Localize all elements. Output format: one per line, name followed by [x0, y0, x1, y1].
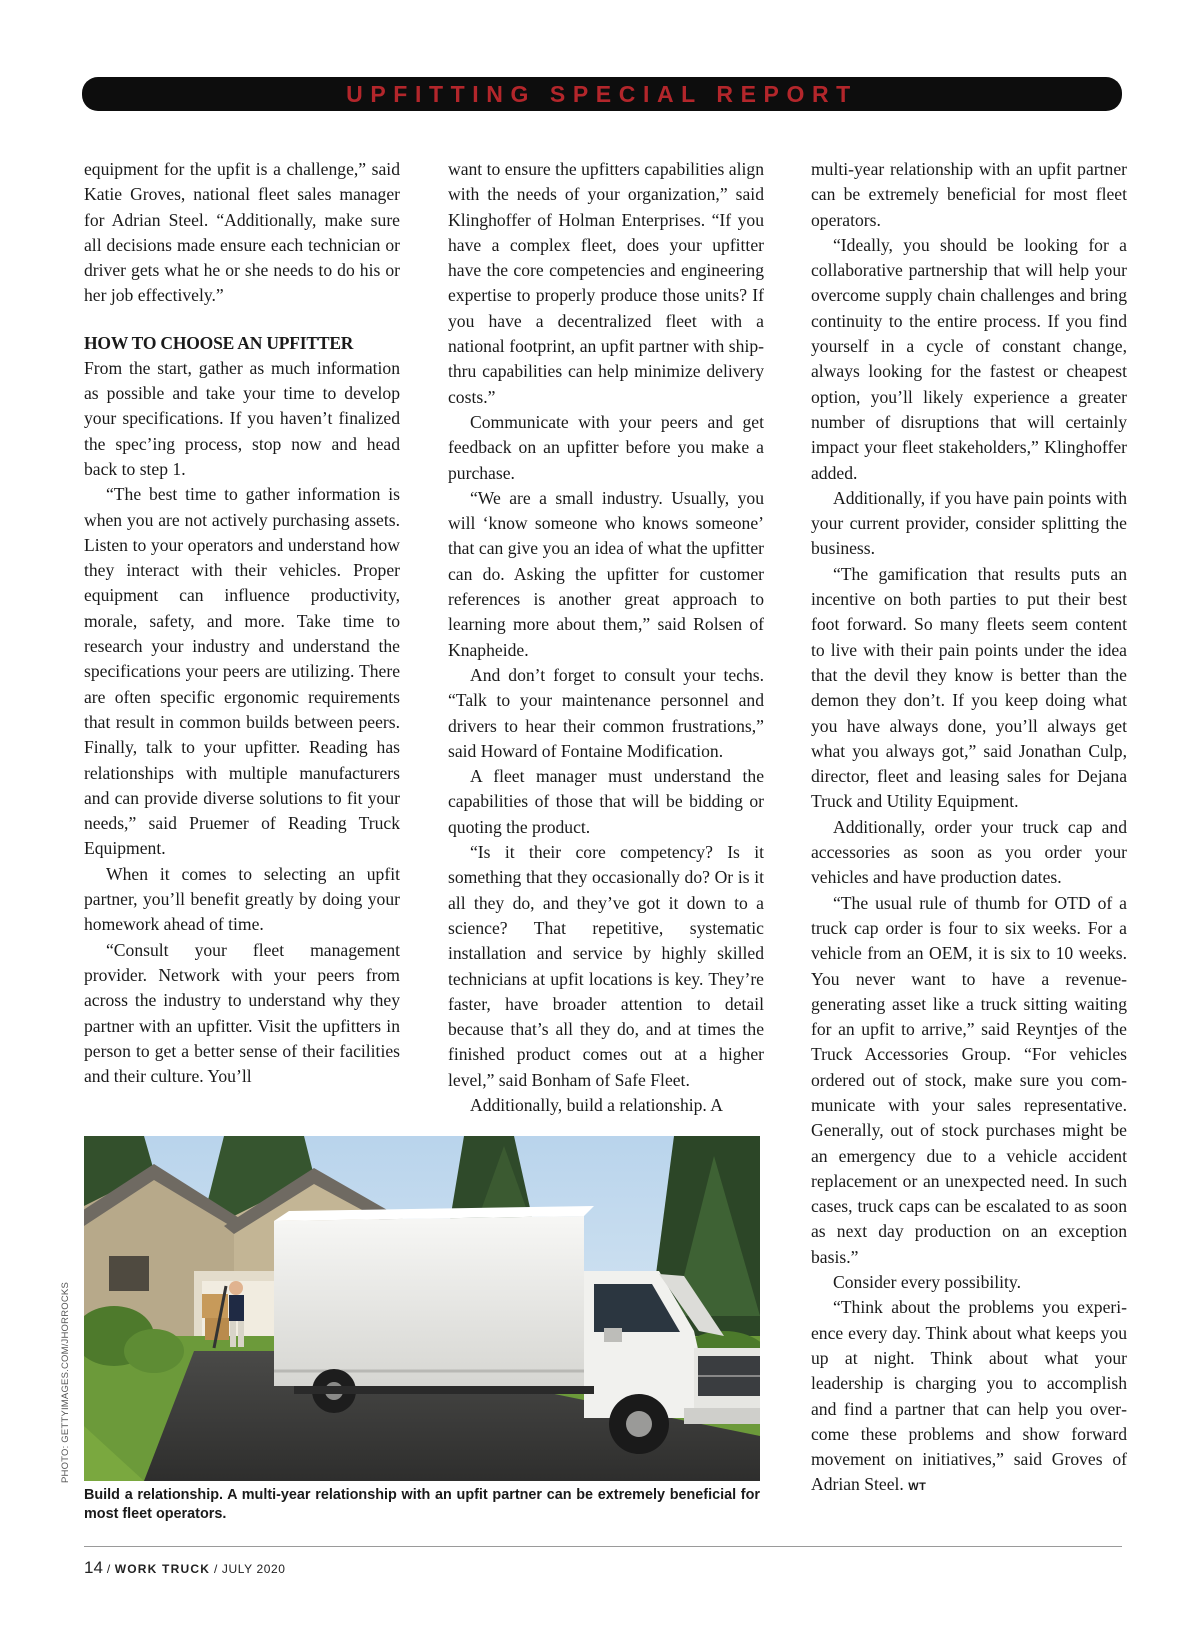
paragraph: “The best time to gather information is when you are not actively purchasing assets. Listen to your operators and understand how they interact with their vehicles. Proper equipment can influence productivity, morale, safety, and more. Take time to research your industry and understand the specifications your peers are utilizing. There are often specific ergonomic requirements that result in common builds between peers. Finally, talk to your upfitter. Reading has relationships with multiple manufacturers and can provide diverse solutions to fit your needs,” said Pruemer of Reading Truck Equipment.	[84, 484, 400, 859]
paragraph: want to ensure the upfitters capabilities align with the needs of your organization,” said Klinghoffer of Holman Enterprises. “If you have a complex fleet, does your upfitter have the core competencies and engineering expertise to properly produce those units? If you have a decentralized fleet with a national footprint, an upfit partner with ship-thru capabilities can help minimize delivery costs.”	[448, 159, 764, 407]
page-number: 14	[84, 1558, 103, 1577]
footer-separator: /	[102, 1562, 115, 1576]
paragraph: multi-year relationship with an upfit partner can be extremely beneficial for most fleet operators.	[811, 159, 1127, 230]
truck-photo-illustration	[84, 1136, 760, 1481]
paragraph: “Ideally, you should be looking for a collaborative partnership that will help your overcome supply chain challenges and bring continuity to the entire process. If you find yourself in a cycle of constant change, always looking for the fastest or cheapest option, you’ll likely experience a greater number of disruptions that will certainly impact your fleet stakeholders,” Klinghoffer added.	[811, 234, 1127, 483]
paragraph: equipment for the upfit is a challenge,” said Katie Groves, national fleet sales manager for Adrian Steel. “Additionally, make sure all decisions made ensure each technician or driver gets what he or she needs to do his or her job effectively.”	[84, 159, 400, 306]
footer-separator: /	[210, 1562, 222, 1576]
section-subhead: HOW TO CHOOSE AN UPFITTER	[84, 332, 354, 353]
article-photo	[84, 1136, 760, 1481]
paragraph: From the start, gather as much information as possible and take your time to develop your specifications. If you haven’t finalized the spec’ing process, stop now and head back to step 1.	[84, 357, 400, 479]
photo-credit: PHOTO: GETTYIMAGES.COM/JHORROCKS	[60, 1282, 71, 1483]
magazine-name: WORK TRUCK	[114, 1562, 211, 1576]
paragraph-final	[811, 1295, 1127, 1500]
paragraph: Additionally, if you have pain points with your current provider, consider splitting the business.	[811, 487, 1127, 559]
photo-caption: Build a relationship. A multi-year relationship with an upfit partner can be extremely beneficial for most fleet operators.	[84, 1487, 760, 1522]
end-mark: WT	[908, 1481, 927, 1494]
footer-divider	[84, 1546, 1122, 1547]
section-banner-title: UPFITTING SPECIAL REPORT	[346, 81, 858, 107]
article-column-2	[448, 157, 764, 1118]
paragraph: When it comes to selecting an upfit partner, you’ll benefit greatly by doing your homework ahead of time.	[84, 863, 400, 935]
issue-date: JULY 2020	[221, 1562, 286, 1576]
paragraph: Additionally, build a relationship. A	[470, 1094, 723, 1115]
paragraph: A fleet manager must understand the capabilities of those that will be bidding or quoting the product.	[448, 766, 764, 837]
paragraph: Communicate with your peers and get feedback on an upfitter before you make a purchase.	[448, 411, 764, 483]
section-banner	[82, 77, 1122, 111]
paragraph: “Consult your fleet management provider. Network with your peers from across the industry to understand why they partner with an upfitter. Visit the upfitters in person to get a better sense of their facilities and their culture. You’ll	[84, 939, 400, 1087]
paragraph: “We are a small industry. Usually, you will ‘know someone who knows someone’ that can give you an idea of what the upfitter can do. Asking the upfitter for customer references is another great approach to learning more about them,” said Rolsen of Knapheide.	[448, 487, 764, 660]
paragraph: “Is it their core competency? Is it something that they occasionally do? Or is it all they do, and they’ve got it down to a science? That repetitive, systematic installation and service by highly skilled technicians at upfit locations is key. They’re faster, have broader attention to detail because that’s all they do, and at times the finished product comes out at a higher level,” said Bonham of Safe Fleet.	[448, 842, 764, 1090]
article-column-1	[84, 157, 400, 1089]
paragraph: “The usual rule of thumb for OTD of a truck cap order is four to six weeks. For a vehicle from an OEM, it is six to 10 weeks. You never want to have a revenue-generating asset like a truck sitting waiting for an upfit to arrive,” said Reyntjes of the Truck Accessories Group. “For vehicles ordered out of stock, make sure you communicate with your sales representative. Generally, out of stock purchases might be an emergency due to a vehicle accident replacement or an unexpected need. In such cases, truck caps can be escalated to as soon as next day production on an exception basis.”	[811, 892, 1127, 1267]
page-footer	[84, 1558, 286, 1578]
article-column-3	[811, 157, 1127, 1501]
paragraph: Additionally, order your truck cap and accessories as soon as you order your vehicles and have production dates.	[811, 816, 1127, 888]
paragraph: “The gamification that results puts an incentive on both parties to put their best foot forward. So many fleets seem content to live with their pain points under the idea that the devil they know is better than the demon they don’t. If you keep doing what you have always done, you’ll always get what you always got,” said Jonathan Culp, director, fleet and leasing sales for Dejana Truck and Utility Equipment.	[811, 563, 1127, 812]
paragraph-text: “Think about the problems you experience every day. Think about what keeps you up at night. Think about what your leadership is charging you to accomplish and find a partner that can help you overcome these problems and show forward movement on initiatives,” said Groves of Adrian Steel.	[811, 1297, 1127, 1495]
paragraph: And don’t forget to consult your techs. “Talk to your maintenance personnel and drivers to hear their common frustrations,” said Howard of Fontaine Modification.	[448, 664, 764, 761]
paragraph: Consider every possibility.	[833, 1272, 1021, 1293]
